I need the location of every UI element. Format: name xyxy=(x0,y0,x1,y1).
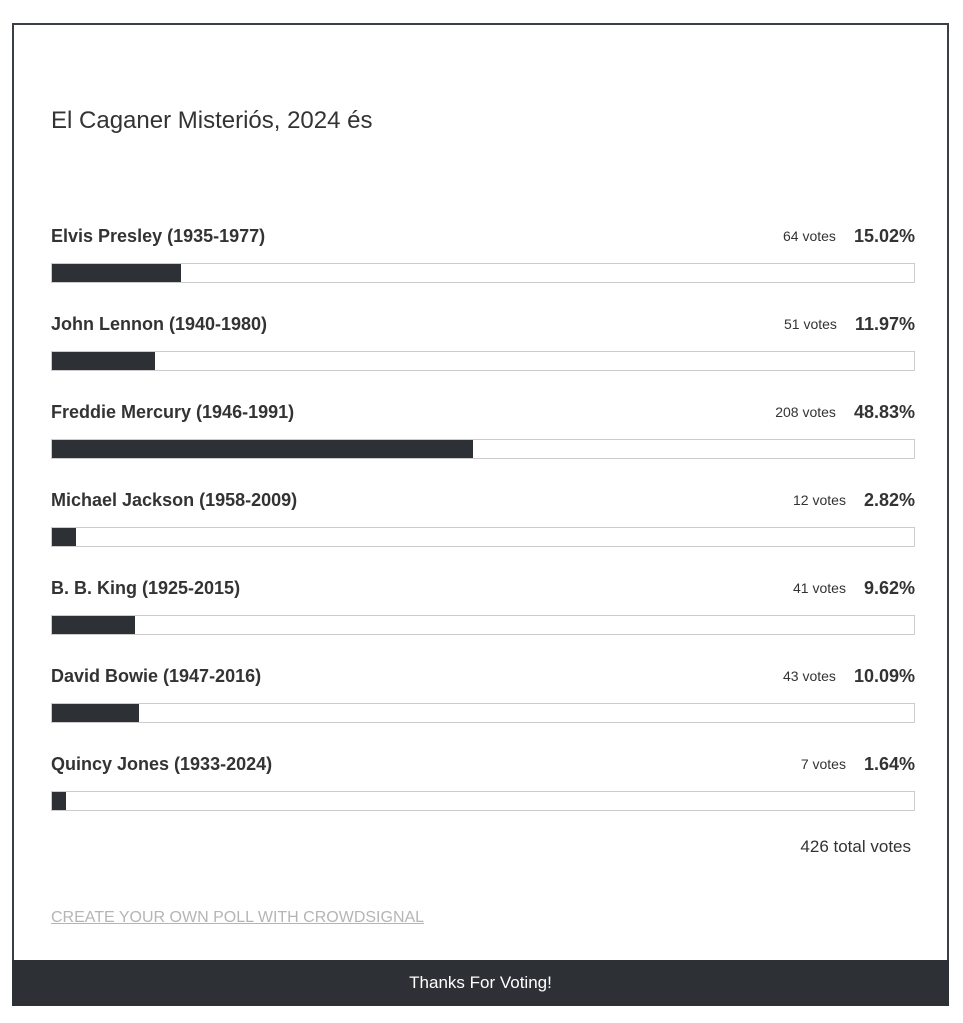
answer-stats xyxy=(793,489,915,511)
answer-vote-count: 7 votes xyxy=(800,756,846,772)
poll-result-item xyxy=(51,661,915,749)
poll-result-item xyxy=(51,397,915,485)
answer-label: B. B. King (1925-2015) xyxy=(51,578,241,598)
poll-result-item xyxy=(51,485,915,573)
result-bar-fill xyxy=(52,704,139,722)
result-bar-fill xyxy=(52,528,76,546)
answer-label: Michael Jackson (1958-2009) xyxy=(51,490,298,510)
answer-stats xyxy=(783,665,915,687)
result-bar-track xyxy=(51,791,915,811)
poll-widget xyxy=(12,23,949,1004)
result-bar-fill xyxy=(52,352,155,370)
result-bar-track xyxy=(51,527,915,547)
poll-result-item xyxy=(51,749,915,837)
answer-percent: 2.82% xyxy=(863,489,915,510)
answer-stats xyxy=(775,401,915,423)
answer-stats xyxy=(784,313,915,335)
answer-vote-count: 43 votes xyxy=(783,668,836,684)
poll-results-list xyxy=(51,221,915,837)
result-bar-track xyxy=(51,703,915,723)
answer-stats xyxy=(783,225,915,247)
poll-result-item xyxy=(51,309,915,397)
result-bar-track xyxy=(51,439,915,459)
answer-percent: 9.62% xyxy=(863,577,915,598)
answer-label: Quincy Jones (1933-2024) xyxy=(51,754,273,774)
answer-percent: 11.97% xyxy=(854,313,915,334)
answer-stats xyxy=(801,753,915,775)
answer-label: David Bowie (1947-2016) xyxy=(51,666,262,686)
result-bar-fill xyxy=(52,792,66,810)
answer-vote-count: 208 votes xyxy=(775,404,836,420)
answer-percent: 10.09% xyxy=(853,665,915,686)
total-votes: 426 total votes xyxy=(800,837,911,856)
answer-label: John Lennon (1940-1980) xyxy=(51,314,268,334)
answer-vote-count: 51 votes xyxy=(784,316,837,332)
result-bar-fill xyxy=(52,264,181,282)
result-bar-track xyxy=(51,351,915,371)
result-bar-fill xyxy=(52,440,473,458)
answer-percent: 48.83% xyxy=(853,401,915,422)
footer-bar xyxy=(12,960,949,1006)
thanks-message: Thanks For Voting! xyxy=(409,973,552,992)
answer-label: Elvis Presley (1935-1977) xyxy=(51,226,266,246)
result-bar-track xyxy=(51,615,915,635)
create-poll-link[interactable]: CREATE YOUR OWN POLL WITH CROWDSIGNAL xyxy=(51,909,425,926)
answer-percent: 1.64% xyxy=(863,753,915,774)
answer-stats xyxy=(793,577,915,599)
answer-label: Freddie Mercury (1946-1991) xyxy=(51,402,295,422)
answer-vote-count: 41 votes xyxy=(793,580,846,596)
answer-vote-count: 64 votes xyxy=(783,228,836,244)
answer-percent: 15.02% xyxy=(853,225,915,246)
poll-result-item xyxy=(51,573,915,661)
result-bar-fill xyxy=(52,616,135,634)
poll-title: El Caganer Misteriós, 2024 és xyxy=(51,107,373,134)
answer-vote-count: 12 votes xyxy=(793,492,846,508)
result-bar-track xyxy=(51,263,915,283)
poll-result-item xyxy=(51,221,915,309)
